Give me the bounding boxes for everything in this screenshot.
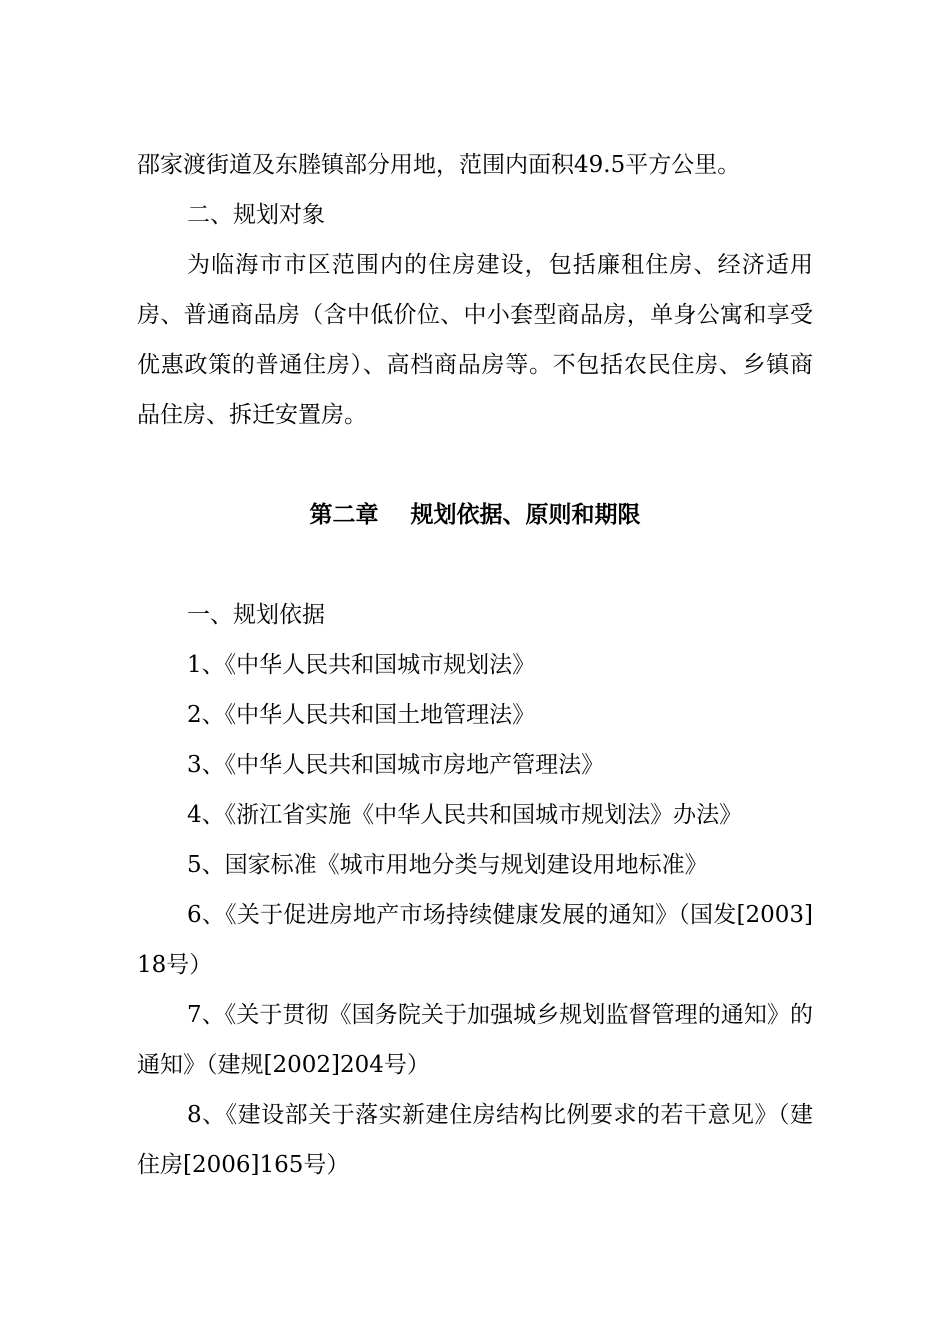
list-item: 1、《中华人民共和国城市规划法》 (187, 652, 536, 678)
paragraph-planning-object: 为临海市市区范围内的住房建设，包括廉租住房、经济适用房、普通商品房（含中低价位、中小套型商品房，单身公寓和享受优惠政策的普通住房）、高档商品房等。不包括农民住房、乡镇商品住房、拆迁安置房。 (137, 252, 813, 428)
list-item: 4、《浙江省实施《中华人民共和国城市规划法》办法》 (187, 802, 743, 828)
list-item: 2、《中华人民共和国土地管理法》 (187, 702, 536, 728)
list-item: 5、国家标准《城市用地分类与规划建设用地标准》 (187, 852, 708, 878)
spacer (137, 440, 813, 490)
list-item: 3、《中华人民共和国城市房地产管理法》 (187, 752, 605, 778)
chapter-heading: 第二章 规划依据、原则和期限 (309, 502, 641, 528)
list-item: 6、《关于促进房地产市场持续健康发展的通知》（国发[2003]18号） (137, 902, 813, 978)
spacer (137, 540, 813, 590)
section-heading-planning-object: 二、规划对象 (187, 202, 325, 228)
paragraph-scope-continued: 邵家渡街道及东塍镇部分用地，范围内面积49.5平方公里。 (137, 152, 741, 178)
list-item: 8、《建设部关于落实新建住房结构比例要求的若干意见》（建住房[2006]165号） (137, 1102, 813, 1178)
document-body (137, 140, 813, 1190)
section-heading-planning-basis: 一、规划依据 (187, 602, 325, 628)
list-item: 7、《关于贯彻《国务院关于加强城乡规划监督管理的通知》的通知》（建规[2002]204号） (137, 1002, 813, 1078)
